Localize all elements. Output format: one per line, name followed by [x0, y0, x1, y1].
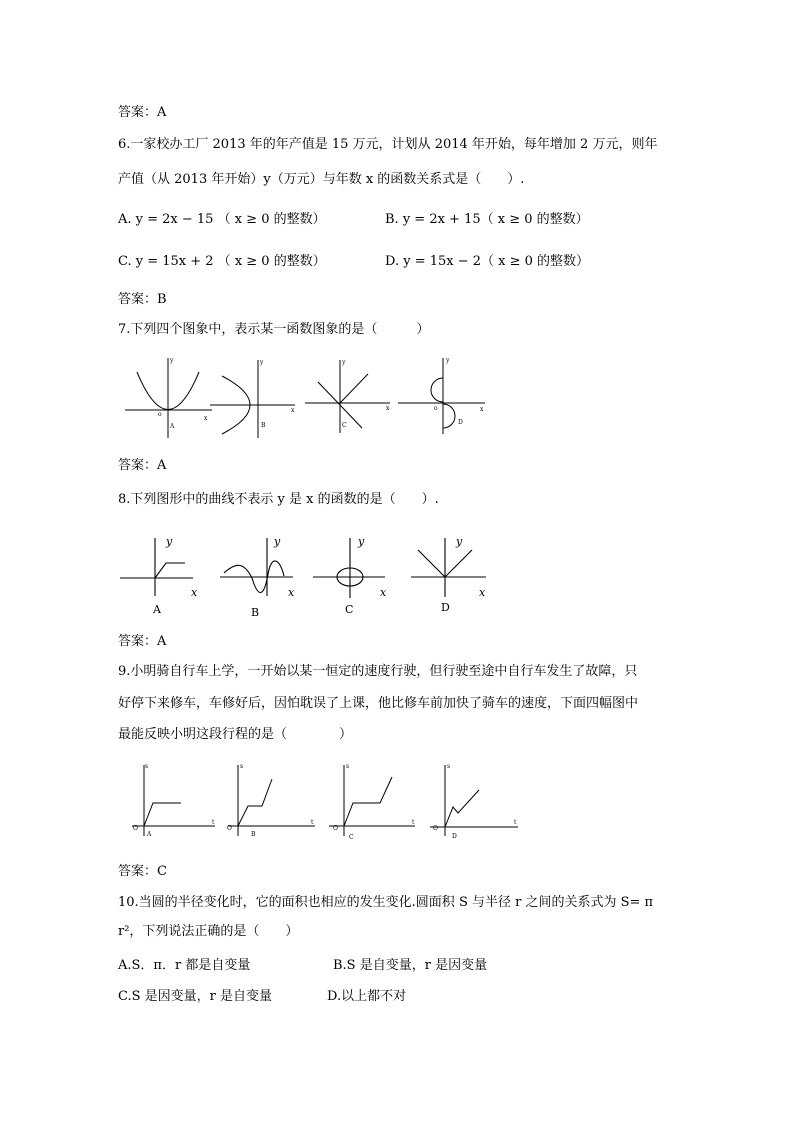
q7-stem: 7.下列四个图象中，表示某一函数图象的是（ ） [118, 322, 430, 337]
q8-label-a: A [153, 603, 161, 616]
q8-c-x: x [380, 586, 387, 599]
q5-answer: 答案：A [118, 105, 167, 120]
q7-graph-d [398, 358, 485, 434]
q9-label-a: A [147, 831, 152, 838]
q7-graphs [0, 350, 794, 450]
q9-b-y: s [240, 763, 244, 770]
q9-graph-c [329, 765, 415, 836]
q8-graph-a [120, 538, 193, 596]
q8-b-x: x [288, 586, 295, 599]
q6-option-c: C. y = 15x + 2 （ x ≥ 0 的整数） [118, 254, 326, 269]
q9-c-y: s [346, 763, 350, 770]
q7-graph-c [305, 360, 390, 433]
q6-answer: 答案：B [118, 292, 167, 307]
q9-graph-b [228, 765, 315, 836]
q6-option-b: B. y = 2x + 15（ x ≥ 0 的整数） [385, 212, 589, 227]
q8-label-b: B [251, 606, 260, 619]
q9-answer: 答案：C [118, 864, 167, 879]
q7-answer: 答案：A [118, 458, 167, 473]
q7-b-x: x [291, 407, 295, 414]
q7-label-d: D [458, 419, 463, 426]
q9-a-origin: O [133, 825, 138, 832]
q9-label-d: D [452, 833, 457, 840]
q7-a-y: y [170, 357, 174, 364]
q8-b-y: y [274, 535, 281, 548]
q7-graph-b [210, 360, 295, 438]
q9-graph-d [430, 765, 518, 836]
q7-b-y: y [260, 359, 264, 366]
q8-graphs [0, 525, 794, 625]
q10-option-d: D.以上都不对 [327, 989, 407, 1004]
q9-graph-a [132, 765, 215, 836]
q9-stem-line2: 好停下来修车，车修好后，因怕耽误了上课，他比修车前加快了骑车的速度，下面四幅图中 [118, 696, 639, 711]
q8-label-d: D [441, 601, 450, 614]
q7-c-x: x [386, 405, 390, 412]
q8-d-y: y [456, 535, 463, 548]
q6-stem-line2: 产值（从 2013 年开始）y（万元）与年数 x 的函数关系式是（ ）. [118, 172, 525, 187]
q10-stem-line1: 10.当圆的半径变化时，它的面积也相应的发生变化.圆面积 S 与半径 r 之间的关系式为 S= π [118, 895, 654, 910]
q9-label-c: C [349, 834, 354, 841]
q10-option-b: B.S 是自变量，r 是因变量 [333, 958, 488, 973]
q8-c-y: y [358, 535, 365, 548]
q9-a-y: s [145, 763, 149, 770]
q10-option-c: C.S 是因变量，r 是自变量 [118, 989, 273, 1004]
q9-label-b: B [251, 831, 256, 838]
q8-label-c: C [345, 603, 354, 616]
q7-label-c: C [342, 422, 347, 429]
q9-b-x: t [311, 819, 314, 826]
q8-answer: 答案：A [118, 634, 167, 649]
q7-graph-a [125, 358, 212, 438]
q9-a-x: t [212, 819, 215, 826]
q7-d-origin: o [434, 405, 438, 412]
q9-stem-line1: 9.小明骑自行车上学，一开始以某一恒定的速度行驶，但行驶至途中自行车发生了故障，只 [118, 664, 638, 679]
q9-d-origin: O [433, 825, 438, 832]
q9-b-origin: O [227, 825, 232, 832]
q8-a-y: y [166, 535, 173, 548]
q9-c-x: t [412, 819, 415, 826]
q9-stem-line3: 最能反映小明这段行程的是（ ） [118, 727, 353, 742]
q10-stem-line2: r²，下列说法正确的是（ ） [118, 924, 299, 939]
q7-label-b: B [261, 422, 266, 429]
q8-a-x: x [191, 586, 198, 599]
q9-c-origin: O [333, 825, 338, 832]
q9-d-x: t [514, 819, 517, 826]
q7-d-y: y [446, 357, 450, 364]
q6-stem-line1: 6.一家校办工厂 2013 年的年产值是 15 万元，计划从 2014 年开始，每年增加 2 万元，则年 [118, 137, 658, 152]
q8-graph-c [313, 538, 385, 598]
q8-graph-b [220, 538, 293, 596]
q7-d-x: x [480, 406, 484, 413]
q6-option-a: A. y = 2x − 15 （ x ≥ 0 的整数） [118, 212, 326, 227]
q7-label-a: A [170, 423, 175, 430]
q8-graph-d [411, 538, 486, 597]
q7-a-x: x [204, 415, 208, 422]
q8-stem: 8.下列图形中的曲线不表示 y 是 x 的函数的是（ ）. [118, 492, 439, 507]
q6-option-d: D. y = 15x − 2（ x ≥ 0 的整数） [385, 254, 590, 269]
q10-option-a: A.S．π．r 都是自变量 [118, 958, 251, 973]
q7-a-origin: o [158, 411, 162, 418]
q7-c-y: y [342, 359, 346, 366]
q8-d-x: x [479, 586, 486, 599]
q9-d-y: s [447, 763, 451, 770]
q9-graphs [0, 758, 794, 848]
